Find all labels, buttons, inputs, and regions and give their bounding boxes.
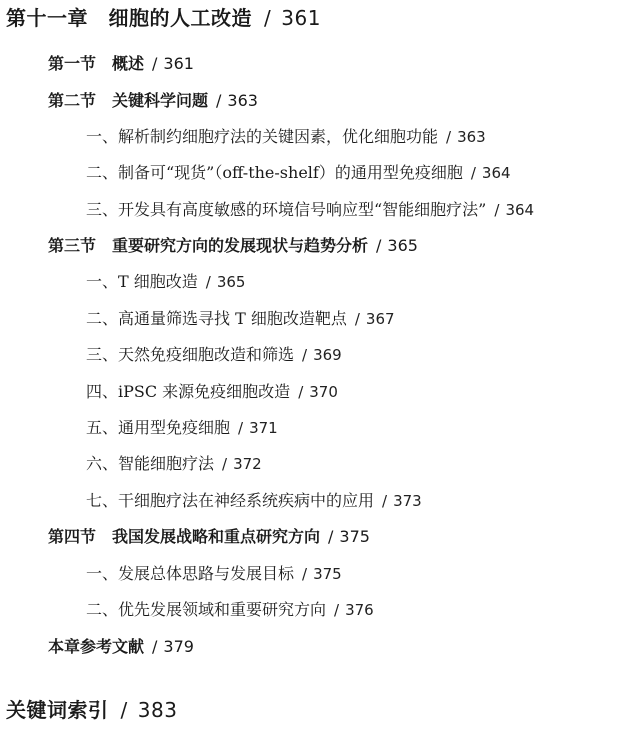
toc-entry-title: 关键词索引 — [6, 698, 109, 722]
toc-item[interactable] — [86, 311, 395, 327]
toc-page-number: 361 — [281, 6, 321, 30]
toc-section-3[interactable] — [48, 238, 418, 254]
toc-entry-title: 第十一章 细胞的人工改造 — [6, 6, 252, 30]
toc-separator: / — [216, 91, 222, 110]
toc-separator: / — [470, 164, 476, 182]
toc-page-number: 367 — [365, 310, 395, 328]
toc-section-2[interactable] — [48, 93, 258, 109]
toc-separator: / — [494, 201, 500, 219]
toc-item[interactable] — [86, 274, 245, 290]
toc-entry-title: 四、iPSC 来源免疫细胞改造 — [86, 382, 291, 401]
toc-separator: / — [302, 346, 308, 364]
toc-page-number: 365 — [216, 273, 246, 291]
toc-page-number: 372 — [233, 455, 262, 473]
toc-entry-title: 六、智能细胞疗法 — [86, 454, 215, 473]
toc-keyword-index[interactable] — [6, 700, 177, 720]
toc-separator: / — [298, 383, 304, 401]
toc-entry-title: 本章参考文献 — [48, 637, 145, 656]
toc-entry-title: 三、开发具有高度敏感的环境信号响应型“智能细胞疗法” — [86, 200, 487, 219]
toc-separator: / — [446, 128, 452, 146]
toc-section-4[interactable] — [48, 529, 370, 545]
toc-page-number: 364 — [505, 201, 535, 219]
toc-item[interactable] — [86, 347, 342, 363]
toc-entry-title: 七、干细胞疗法在神经系统疾病中的应用 — [86, 491, 375, 510]
toc-separator: / — [238, 419, 244, 437]
toc-item[interactable] — [86, 202, 534, 218]
toc-page-number: 375 — [313, 565, 342, 583]
toc-item[interactable] — [86, 165, 511, 181]
toc-entry-title: 二、制备可“现货”（off-the-shelf）的通用型免疫细胞 — [86, 163, 463, 182]
toc-separator: / — [152, 54, 158, 73]
toc-separator: / — [264, 6, 272, 30]
toc-chapter-11[interactable] — [6, 8, 321, 28]
toc-item[interactable] — [86, 456, 262, 472]
toc-section-1[interactable] — [48, 56, 194, 72]
toc-entry-title: 二、高通量筛选寻找 T 细胞改造靶点 — [86, 309, 347, 328]
toc-chapter-references[interactable] — [48, 639, 194, 655]
toc-page-number: 361 — [163, 54, 194, 73]
toc-separator: / — [376, 236, 382, 255]
toc-separator: / — [354, 310, 360, 328]
toc-item[interactable] — [86, 129, 486, 145]
toc-item[interactable] — [86, 420, 278, 436]
toc-entry-title: 一、发展总体思路与发展目标 — [86, 564, 295, 583]
toc-page-number: 383 — [137, 698, 178, 722]
toc-item[interactable] — [86, 602, 374, 618]
toc-separator: / — [120, 698, 128, 722]
toc-entry-title: 第二节 关键科学问题 — [48, 91, 209, 110]
toc-entry-title: 二、优先发展领域和重要研究方向 — [86, 600, 327, 619]
toc-separator: / — [328, 527, 334, 546]
toc-separator: / — [302, 565, 308, 583]
toc-item[interactable] — [86, 493, 422, 509]
toc-page-number: 369 — [313, 346, 342, 364]
toc-entry-title: 三、天然免疫细胞改造和筛选 — [86, 345, 295, 364]
toc-page-number: 365 — [387, 236, 418, 255]
toc-entry-title: 一、解析制约细胞疗法的关键因素，优化细胞功能 — [86, 127, 439, 146]
toc-item[interactable] — [86, 566, 342, 582]
toc-entry-title: 第三节 重要研究方向的发展现状与趋势分析 — [48, 236, 369, 255]
toc-item[interactable] — [86, 384, 338, 400]
toc-separator: / — [205, 273, 211, 291]
toc-page-number: 363 — [227, 91, 258, 110]
toc-page-number: 379 — [163, 637, 194, 656]
toc-entry-title: 一、T 细胞改造 — [86, 272, 198, 291]
toc-separator: / — [152, 637, 158, 656]
toc-separator: / — [334, 601, 340, 619]
toc-separator: / — [222, 455, 228, 473]
toc-page-number: 363 — [457, 128, 486, 146]
toc-separator: / — [382, 492, 388, 510]
toc-entry-title: 五、通用型免疫细胞 — [86, 418, 231, 437]
toc-page-number: 373 — [393, 492, 422, 510]
toc-page-number: 376 — [345, 601, 374, 619]
toc-page-number: 375 — [339, 527, 370, 546]
toc-entry-title: 第四节 我国发展战略和重点研究方向 — [48, 527, 321, 546]
toc-page-number: 371 — [249, 419, 278, 437]
toc-page-number: 364 — [481, 164, 511, 182]
toc-entry-title: 第一节 概述 — [48, 54, 145, 73]
toc-page-number: 370 — [309, 383, 338, 401]
